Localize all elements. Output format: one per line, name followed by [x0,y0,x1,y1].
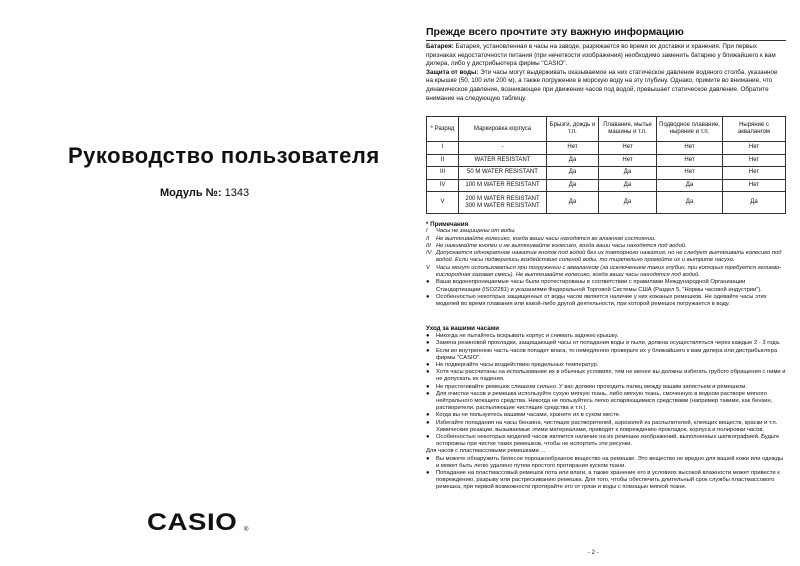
list-item-text: Ваши водонепроницаемые часы были протестированы в соответствии с правилами Международной Организации Стандартизации (ISO2281) и указаниями Федеральной Торговой Системы США (Раздел 5, "Нормы часовой индустрии"). [436,279,762,293]
list-item [426,362,786,369]
bullet-icon: ● [426,369,430,376]
note-marker: III [426,242,431,249]
list-item [426,340,786,347]
list-item-text: Особенностью некоторых моделей часов является наличие на их ремешке изображений, выполненных шелкографией. Будьте осторожны при чистке таких ремешков, чтобы не испортить эти рисунки. [436,434,780,448]
plastic-intro: Для часов с пластмассовыми ремешками ... [426,448,546,455]
table-cell: Да [547,179,599,192]
module-line [160,187,249,199]
table-cell: Нет [657,142,723,155]
bullet-icon: ● [426,347,430,354]
right-page [414,0,786,566]
table-cell: IV [427,179,459,192]
table-header-cell: * Разряд [427,117,459,142]
list-item [426,384,786,391]
table-cell: V [427,192,459,214]
bullet-icon: ● [426,455,430,462]
table-header-cell: Подводное плавание, ныряние и т.п. [657,117,723,142]
list-item [426,348,786,362]
water-resistance-table [426,116,786,214]
table-body [427,142,786,214]
table-row [427,192,786,214]
module-label: Модуль №: [160,187,222,199]
table-cell: 100 M WATER RESISTANT [459,179,547,192]
list-item [426,294,786,309]
table-cell: 200 M WATER RESISTANT 300 M WATER RESISTANT [459,192,547,214]
table-cell: Нет [723,179,786,192]
bullet-icon: ● [426,390,430,397]
list-item-text: Когда вы не пользуетесь вашими часами, храните их в сухом месте. [436,412,621,419]
table-cell: Да [723,192,786,214]
list-item [426,412,786,419]
table-row [427,154,786,167]
table-header-row [427,117,786,142]
list-item-text: Особенностью некоторых защищенных от воды часов является наличие у них кожаных ремешков. Не одевайте часы этих моделей во время плавания или какой-либо другой деятельности, при которой ремешок погружается в воду. [436,293,767,308]
notes-section [426,221,786,309]
battery-paragraph [426,43,786,69]
table-row [427,167,786,180]
table-header-cell: Плавание, мытье машины и т.п. [599,117,657,142]
table-cell: - [459,142,547,155]
table-header-cell: Маркировка корпуса [459,117,547,142]
note-marker: V [426,264,430,271]
water-text: Эти часы могут выдерживать оказываемое на них статическое давление водяного столба, указанное на крышке (50, 100 или 200 м), а также погружение в морскую воду на эту глубину. Однако, примите во внимание, что динамическое давление, возникающее при движении часов под водой, превышает статическое давление. Обратите внимание на следующую таблицу. [426,68,778,102]
bullet-icon: ● [426,412,430,419]
note-item [426,265,786,280]
bullet-icon: ● [426,333,430,340]
table-cell: Нет [657,154,723,167]
list-item-text: Никогда не пытайтесь вскрывать корпус и снимать заднюю крышку. [436,333,619,340]
notes-bullets [426,279,786,308]
title-rule [426,40,786,41]
table-cell: Нет [723,167,786,180]
list-item [426,470,786,492]
list-item-text: Не подвергайте часы воздействию предельных температур. [436,362,599,369]
plastic-list [426,456,786,492]
list-item-text: Если во внутреннюю часть часов попадет влага, то немедленно проверьте их у ближайшего к вам дилера или дистрибьютера фирмы "CASIO". [436,347,778,361]
list-item [426,434,786,448]
care-list [426,333,786,448]
bullet-icon: ● [426,293,430,300]
module-number: 1343 [221,187,250,199]
table-cell: I [427,142,459,155]
table-cell: Да [599,167,657,180]
note-item [426,250,786,265]
list-item-text: Избегайте попадания на часы бензина, чистящих растворителей, аэрозолей из распылителей, клеящих веществ, краски и т.п. Химические реакции, вызываемые этими материалами, приводят к повреждению прокладок, корпуса и полировки часов. [436,419,778,433]
note-text: Не вытягивайте колесико, когда ваши часы находятся во влажном состоянии. [436,235,656,242]
table-cell: Да [599,192,657,214]
list-item [426,456,786,470]
manual-title: Руководство пользователя [68,143,380,168]
table-header-cell: Брызги, дождь и т.п. [547,117,599,142]
list-item-text: Для очистки часов и ремешка используйте сухую мягкую ткань, либо мягкую ткань, смоченную в водном растворе мягкого нейтрального моющего средства. Никогда не пользуйтесь легко испаряющимися средствами (например такими, как бензин, растворители, распыляющие чистящие средства и т.п.). [436,390,773,412]
list-item [426,369,786,383]
bullet-icon: ● [426,362,430,369]
table-cell: Да [547,167,599,180]
note-marker: I [426,228,428,235]
note-marker: II [426,235,430,242]
bullet-icon: ● [426,383,430,390]
bullet-icon: ● [426,470,430,477]
page-number: - 2 - [588,550,599,556]
bullet-icon: ● [426,279,430,286]
table-cell: Нет [599,154,657,167]
table-cell: Нет [599,142,657,155]
registered-mark: ® [244,527,249,533]
notes-heading: * Примечания [426,221,469,228]
water-label: Защита от воды: [426,68,479,76]
table-cell: WATER RESISTANT [459,154,547,167]
note-text: Часы не защищены от воды. [436,228,517,235]
bullet-icon: ● [426,434,430,441]
note-text: Допускается однократное нажатие кнопок под водой без их повторного нажатия, но не следует вытягивать колесико под водой. Если часы подверглись воздействию соленой воды, то тщательно промойте их и вытрите насухо. [436,250,782,264]
list-item-text: Хотя часы рассчитаны на использование их в обычных условиях, тем не менее вы должны избегать грубого обращения с ними и не допускать их падения. [436,369,786,383]
notes-list [426,228,786,279]
battery-label: Батарея: [426,43,454,50]
water-paragraph [426,69,786,103]
table-cell: Да [547,192,599,214]
table-cell: Да [599,179,657,192]
care-section [426,325,786,492]
table-row [427,142,786,155]
casio-logo: CASIO [147,509,238,536]
note-item [426,236,786,243]
table-cell: III [427,167,459,180]
table-cell: Нет [723,154,786,167]
table-cell: II [427,154,459,167]
table-cell: Нет [657,167,723,180]
bullet-icon: ● [426,419,430,426]
intro-text [426,43,786,103]
note-text: Часы могут использоваться при погружении с аквалангом (за исключением таких глубин, при которых требуется гелиево-кислородная газовая смесь). Не вытягивайте колесико, когда ваши часы находятся под водой. [436,264,782,279]
list-item [426,279,786,294]
table-cell: 50 M WATER RESISTANT [459,167,547,180]
table-row [427,179,786,192]
note-text: Не нажимайте кнопки и не вытягивайте колесико, когда ваши часы находятся под водой. [436,242,687,249]
battery-text: Батарея, установленная в часы на заводе, разряжается во время их доставки и хранения. При первых признаках недостаточности питания (при нечеткости изображения) необходимо заменить батарею у ближайшего к вам дилера, либо у дистрибьютера фирмы "CASIO". [426,43,776,68]
bullet-icon: ● [426,340,430,347]
table-cell: Да [657,179,723,192]
note-marker: IV [426,250,432,257]
note-item [426,228,786,235]
list-item [426,420,786,434]
table-header-cell: Ныряние с аквалангом [723,117,786,142]
list-item [426,391,786,413]
list-item-text: Замена резиновой прокладки, защищающей часы от попадания воды и пыли, должна осуществляться через каждые 2 - 3 года. [436,340,781,347]
section-title: Прежде всего прочтите эту важную информацию [426,26,684,38]
list-item-text: Попадание на пластмассовый ремешок пота или влаги, а также хранение его в условиях высокой влажности может привести к повреждению, разрыву или растрескиванию ремешка. Для того, чтобы обеспечить длительный срок службы пластмассового ремешка, при первой возможности протирайте его от грязи и воды с помощью мягкой ткани. [436,470,780,491]
table-cell: Нет [723,142,786,155]
table-cell: Да [657,192,723,214]
table-cell: Нет [547,142,599,155]
care-heading: Уход за вашими часами [426,325,500,332]
table-cell: Да [547,154,599,167]
list-item-text: Вы можете обнаружить белесое порошкообразное вещество на ремешке. Это вещество не вредно для вашей кожи или одежды и может быть легко удалено путем простого протирания куском ткани. [436,455,784,469]
list-item-text: Не пристегивайте ремешок слишком сильно. У вас должен проходить палец между вашим запястьем и ремешком. [436,383,747,390]
